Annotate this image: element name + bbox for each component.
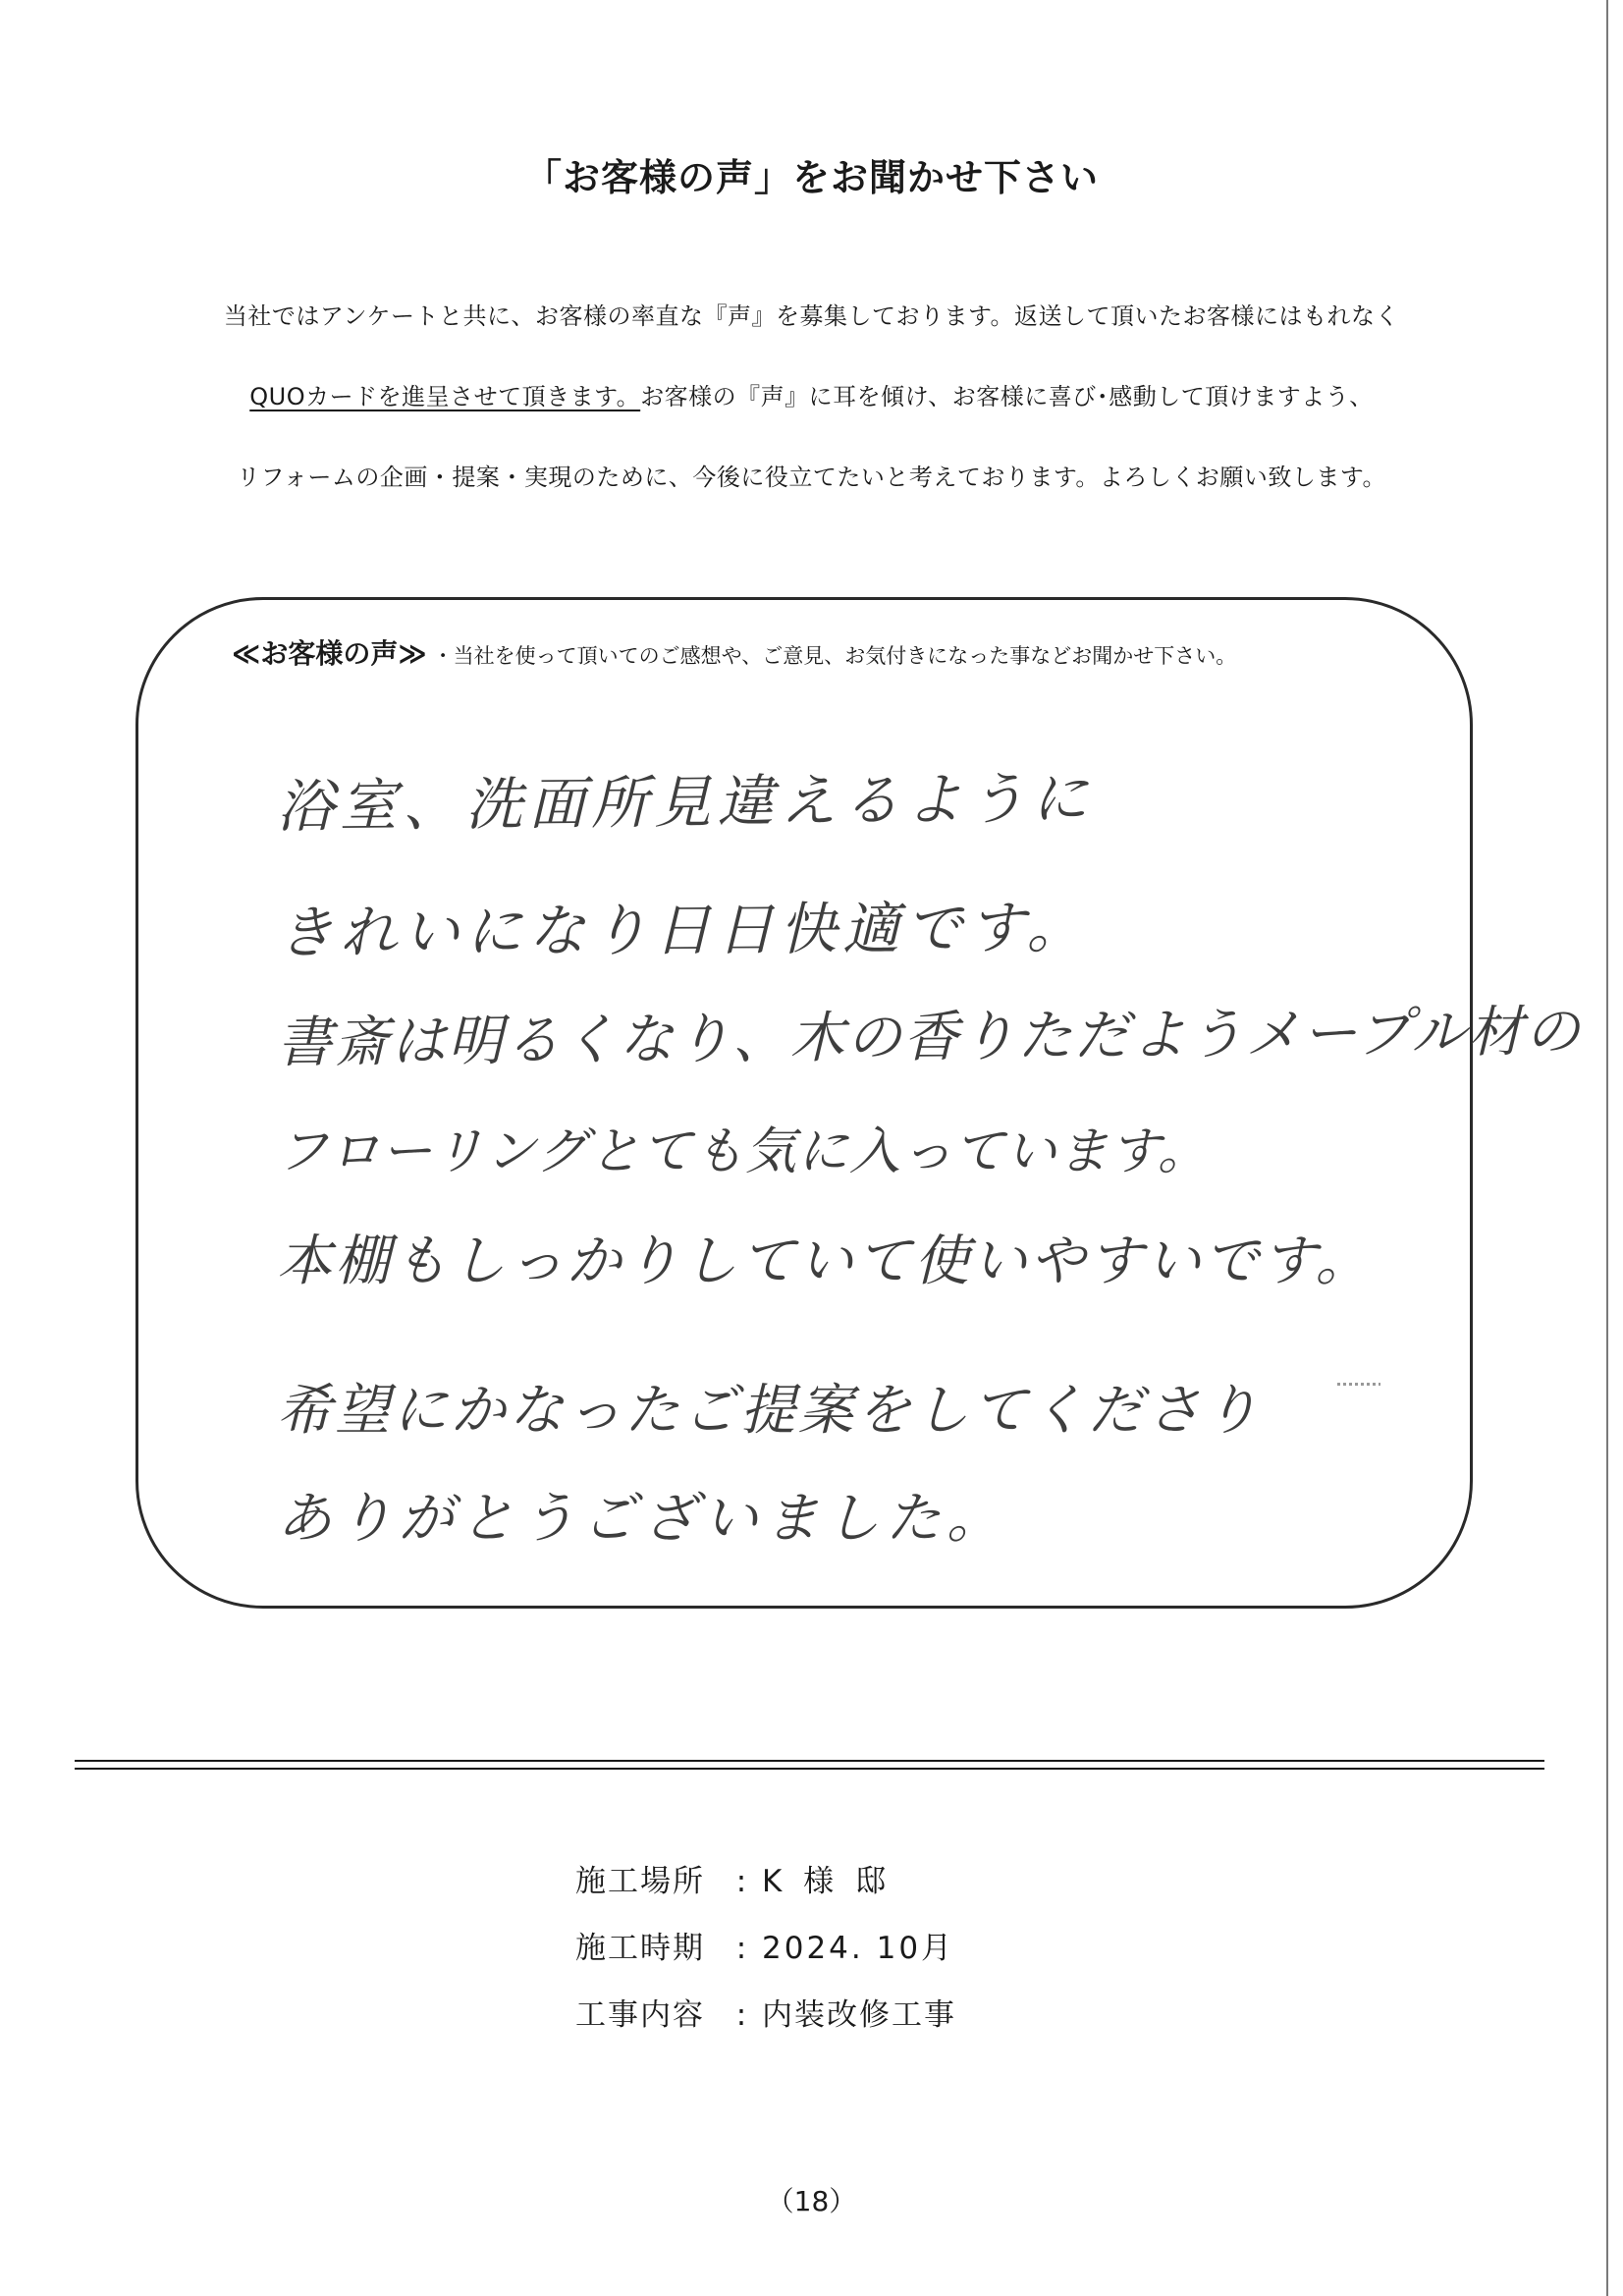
page-number: （18） xyxy=(766,2185,857,2217)
handwritten-line-5: 本棚もしっかりしていて使いやすいです。 xyxy=(277,1230,1374,1293)
location-separator: : xyxy=(735,1864,747,1899)
location-value: K 様 邸 xyxy=(762,1864,893,1899)
handwritten-line-1: 浴室、洗面所見違えるように xyxy=(276,764,1095,841)
customer-voice-box xyxy=(135,597,1473,1609)
work-separator: : xyxy=(735,1997,747,2033)
scan-speck xyxy=(1337,1383,1380,1386)
info-row-period xyxy=(575,1923,954,1967)
intro-line-3: リフォームの企画・提案・実現のために、今後に役立てたいと考えております。よろしくお願い致します。 xyxy=(237,464,1386,491)
period-label: 施工時期 xyxy=(575,1931,705,1966)
handwritten-line-3: 書斎は明るくなり、木の香りただようメープル材の xyxy=(276,1000,1583,1075)
customer-voice-label: ≪お客様の声≫ xyxy=(232,637,427,670)
info-row-work xyxy=(575,1990,956,2034)
handwritten-line-6: 希望にかなったご提案をしてくださり xyxy=(277,1379,1262,1443)
page-title: 「お客様の声」をお聞かせ下さい xyxy=(523,156,1099,199)
customer-voice-header xyxy=(232,632,1236,672)
page-edge-line xyxy=(1606,0,1608,2296)
handwritten-line-4: フローリングとても気に入っています。 xyxy=(277,1122,1210,1181)
intro-line-2 xyxy=(0,377,1623,411)
work-value: 内装改修工事 xyxy=(762,1997,956,2033)
divider-line-upper xyxy=(75,1760,1544,1762)
intro-line-1: 当社ではアンケートと共に、お客様の率直な『声』を募集しております。返送して頂いたお客様にはもれなく xyxy=(223,302,1400,330)
quo-card-notice: QUOカードを進呈させて頂きます。 xyxy=(249,383,641,410)
divider-line-lower xyxy=(75,1768,1544,1770)
location-label: 施工場所 xyxy=(575,1864,705,1899)
period-separator: : xyxy=(735,1931,747,1966)
work-label: 工事内容 xyxy=(575,1997,705,2033)
customer-voice-prompt: ・当社を使って頂いてのご感想や、ご意見、お気付きになった事などお聞かせ下さい。 xyxy=(432,644,1237,668)
info-row-location xyxy=(575,1856,892,1900)
intro-line-2-rest: お客様の『声』に耳を傾け、お客様に喜び･感動して頂けますよう、 xyxy=(640,383,1374,410)
handwritten-line-2: きれいになり日日快適です。 xyxy=(276,894,1090,966)
period-value: 2024. 10月 xyxy=(762,1931,955,1966)
handwritten-line-7: ありがとうございました。 xyxy=(277,1487,1007,1551)
